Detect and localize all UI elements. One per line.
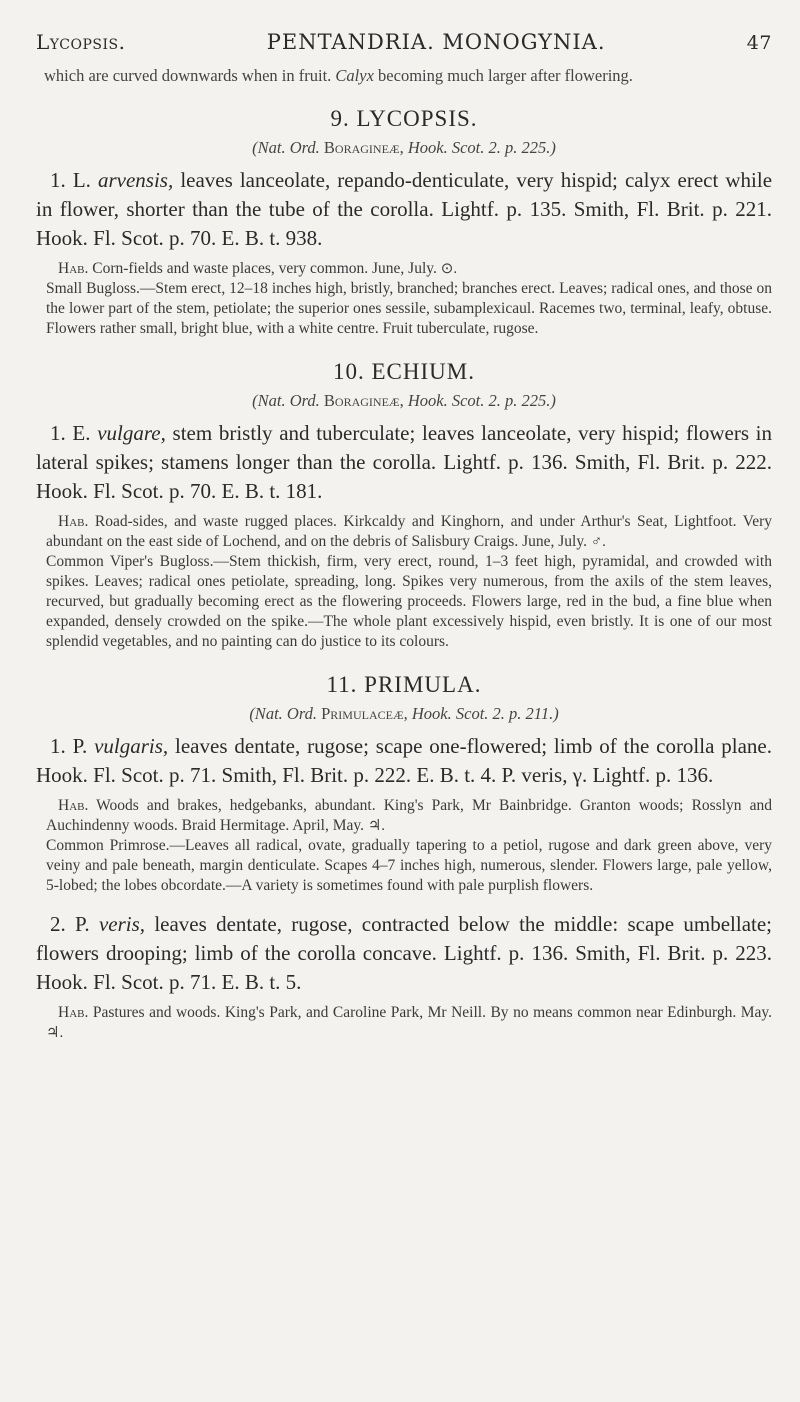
running-head-center: PENTANDRIA. MONOGYNIA. <box>266 30 606 54</box>
page-number: 47 <box>746 32 772 54</box>
habitat-lycopsis-arvensis: Hab. Corn-fields and waste places, very common. June, July. ⊙. <box>58 260 458 277</box>
running-head-left: Lycopsis. <box>36 30 126 54</box>
habitat-primula-vulgaris: Hab. Woods and brakes, hedgebanks, abundant. King's Park, Mr Bainbridge. Granton woods; Rosslyn and Auchindenny woods. Braid Hermitage. April, May. ♃. <box>46 797 772 834</box>
species-primula-vulgaris: 1. P. vulgaris, leaves dentate, rugose; scape one-flowered; limb of the corolla plane. Hook. Fl. Scot. p. 71. Smith, Fl. Brit. p. 222. E. B. t. 4. P. veris, γ. Lightf. p. 136. <box>36 734 773 787</box>
species-lycopsis-arvensis: 1. L. arvensis, leaves lanceolate, repando-denticulate, very hispid; calyx erect while in flower, shorter than the tube of the corolla. Lightf. p. 135. Smith, Fl. Brit. p. 221. Hook. Fl. Scot. p. 70. E. B. t. 938. <box>36 168 773 250</box>
natural-order-primula: (Nat. Ord. Primulaceæ, Hook. Scot. 2. p. 211.) <box>249 704 559 723</box>
species-primula-veris: 2. P. veris, leaves dentate, rugose, contracted below the middle: scape umbellate; flowers drooping; limb of the corolla concave. Lightf. p. 136. Smith, Fl. Brit. p. 223. Hook. Fl. Scot. p. 71. E. B. t. 5. <box>36 912 773 994</box>
continued-text: which are curved downwards when in fruit. Calyx becoming much larger after flowering. <box>44 66 633 85</box>
natural-order-lycopsis: (Nat. Ord. Boragineæ, Hook. Scot. 2. p. 225.) <box>252 138 556 157</box>
genus-heading-echium: 10. ECHIUM. <box>333 359 475 384</box>
description-primula-vulgaris: Common Primrose.—Leaves all radical, ovate, gradually tapering to a petiol, rugose and dark green above, very veiny and pale beneath, margin denticulate. Scapes 4–7 inches high, numerous, slender. Flowers large, pale yellow, 5-lobed; the lobes obcordate.—A variety is sometimes found with pale purplish flowers. <box>46 837 772 894</box>
genus-heading-primula: 11. PRIMULA. <box>326 672 482 697</box>
habitat-primula-veris: Hab. Pastures and woods. King's Park, and Caroline Park, Mr Neill. By no means common near Edinburgh. May. ♃. <box>46 1004 773 1041</box>
description-lycopsis-arvensis: Small Bugloss.—Stem erect, 12–18 inches high, bristly, branched; branches erect. Leaves; radical ones, and those on the lower part of the stem, petiolate; the superior ones sessile, subamplexicaul. Racemes two, terminal, leafy, obtuse. Flowers rather small, bright blue, with a white centre. Fruit tuberculate, rugose. <box>46 280 772 337</box>
habitat-echium-vulgare: Hab. Road-sides, and waste rugged places. Kirkcaldy and Kinghorn, and under Arthur's Seat, Lightfoot. Very abundant on the east side of Lochend, and on the debris of Salisbury Craigs. June, July. ♂. <box>46 513 772 550</box>
description-echium-vulgare: Common Viper's Bugloss.—Stem thickish, firm, very erect, round, 1–3 feet high, pyramidal, and crowded with spikes. Leaves; radical ones petiolate, spreading, long. Spikes very numerous, from the axils of the stem leaves, recurved, but gradually becoming erect as the flowering proceeds. Flowers large, red in the bud, a fine blue when expanded, densely crowded on the spike.—The whole plant excessively hispid, even bristly. It is one of our most splendid vegetables, and no painting can do justice to its colours. <box>46 553 772 650</box>
running-head <box>36 30 772 54</box>
natural-order-echium: (Nat. Ord. Boragineæ, Hook. Scot. 2. p. 225.) <box>252 391 556 410</box>
species-echium-vulgare: 1. E. vulgare, stem bristly and tuberculate; leaves lanceolate, very hispid; flowers in lateral spikes; stamens longer than the corolla. Lightf. p. 136. Smith, Fl. Brit. p. 222. Hook. Fl. Scot. p. 70. E. B. t. 181. <box>36 421 773 503</box>
genus-heading-lycopsis: 9. LYCOPSIS. <box>330 106 478 131</box>
